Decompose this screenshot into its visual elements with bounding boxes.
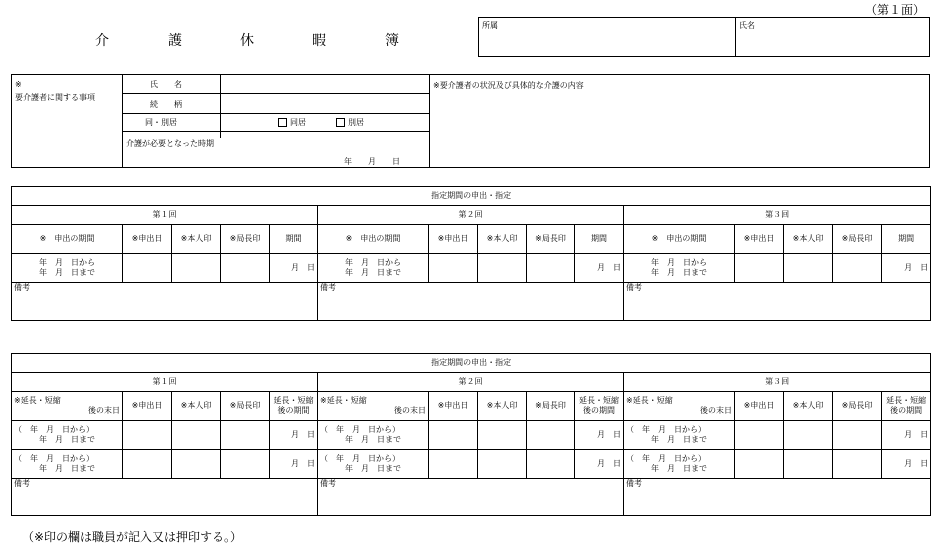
- title-char-4: 暇: [312, 33, 326, 49]
- extension-cell[interactable]: [318, 450, 429, 479]
- col-period: ※ 申出の期間: [624, 225, 735, 254]
- remarks-cell[interactable]: 備考: [624, 479, 931, 516]
- to-date: 年 月 日まで: [345, 268, 401, 277]
- extension-cell[interactable]: [318, 421, 429, 450]
- title-char-2: 護: [168, 33, 182, 49]
- remarks-cell[interactable]: 備考: [12, 283, 318, 321]
- col-period: ※ 申出の期間: [318, 225, 429, 254]
- remarks-cell[interactable]: 備考: [624, 283, 931, 321]
- col-self-seal: ※本人印: [784, 225, 833, 254]
- col-extension-line1: ※延長・短縮: [626, 396, 673, 405]
- to-date: 年 月 日まで: [651, 464, 707, 473]
- duration-cell[interactable]: 月 日: [882, 254, 931, 283]
- round-header: 第３回: [624, 206, 931, 225]
- col-chief-seal: ※局長印: [833, 225, 882, 254]
- separate-option-label: 別居: [348, 118, 364, 127]
- col-self-seal: ※本人印: [478, 392, 527, 421]
- self-seal-cell[interactable]: [784, 421, 833, 450]
- self-seal-cell[interactable]: [784, 450, 833, 479]
- from-date: （ 年 月 日から）: [320, 425, 400, 434]
- from-date: 年 月 日から: [651, 258, 707, 267]
- from-date: （ 年 月 日から）: [320, 454, 400, 463]
- affiliation-label: 所属: [482, 21, 498, 30]
- col-extension-line2: 後の末日: [88, 406, 120, 415]
- chief-seal-cell[interactable]: [221, 254, 270, 283]
- round-header: 第３回: [624, 373, 931, 392]
- self-seal-cell[interactable]: [784, 254, 833, 283]
- col-extension-end: [12, 392, 123, 421]
- col-submit-date: ※申出日: [429, 225, 478, 254]
- submit-date-cell[interactable]: [123, 450, 172, 479]
- chief-seal-cell[interactable]: [527, 450, 575, 479]
- from-date: 年 月 日から: [39, 258, 95, 267]
- care-subject-label: 要介護者に関する事項: [15, 93, 95, 102]
- from-date: 年 月 日から: [345, 258, 401, 267]
- self-seal-cell[interactable]: [478, 421, 527, 450]
- round-header: 第１回: [12, 206, 318, 225]
- to-date: 年 月 日まで: [39, 268, 95, 277]
- after-period-cell[interactable]: 月 日: [882, 421, 931, 450]
- to-date: 年 月 日まで: [651, 268, 707, 277]
- after-period-cell[interactable]: 月 日: [575, 450, 624, 479]
- remarks-cell[interactable]: 備考: [318, 479, 624, 516]
- col-duration: 期間: [575, 225, 624, 254]
- col-submit-date: ※申出日: [123, 392, 172, 421]
- round-header: 第１回: [12, 373, 318, 392]
- remarks-cell[interactable]: 備考: [12, 479, 318, 516]
- col-after-line1: 延長・短縮: [273, 396, 314, 405]
- extension-cell[interactable]: [624, 450, 735, 479]
- col-submit-date: ※申出日: [429, 392, 478, 421]
- col-after-period: [882, 392, 931, 421]
- chief-seal-cell[interactable]: [221, 450, 270, 479]
- remarks-cell[interactable]: 備考: [318, 283, 624, 321]
- col-after-line2: 後の期間: [277, 406, 310, 415]
- col-self-seal: ※本人印: [172, 225, 221, 254]
- col-extension-end: [624, 392, 735, 421]
- checkbox-icon: [278, 118, 287, 127]
- submit-date-cell[interactable]: [429, 450, 478, 479]
- chief-seal-cell[interactable]: [527, 421, 575, 450]
- self-seal-cell[interactable]: [172, 450, 221, 479]
- col-after-line1: 延長・短縮: [886, 396, 927, 405]
- care-name-input[interactable]: [221, 75, 429, 93]
- submit-date-cell[interactable]: [429, 254, 478, 283]
- to-date: 年 月 日まで: [345, 435, 401, 444]
- to-date: 年 月 日まで: [39, 435, 95, 444]
- employee-name-label: 氏名: [739, 21, 755, 30]
- after-period-cell[interactable]: 月 日: [270, 421, 318, 450]
- period-cell[interactable]: [12, 254, 123, 283]
- title-char-1: 介: [95, 33, 109, 49]
- col-period: ※ 申出の期間: [12, 225, 123, 254]
- self-seal-cell[interactable]: [478, 254, 527, 283]
- extension-cell[interactable]: [12, 450, 123, 479]
- duration-cell[interactable]: 月 日: [270, 254, 318, 283]
- checkbox-icon: [336, 118, 345, 127]
- col-extension-line2: 後の末日: [700, 406, 732, 415]
- col-extension-line2: 後の末日: [394, 406, 426, 415]
- care-subject-mark: ※: [15, 80, 22, 89]
- chief-seal-cell[interactable]: [221, 421, 270, 450]
- from-date: （ 年 月 日から）: [14, 425, 94, 434]
- col-submit-date: ※申出日: [735, 225, 784, 254]
- title-char-3: 休: [240, 33, 254, 49]
- from-date: （ 年 月 日から）: [626, 454, 706, 463]
- col-chief-seal: ※局長印: [833, 392, 882, 421]
- extension-cell[interactable]: [12, 421, 123, 450]
- col-self-seal: ※本人印: [478, 225, 527, 254]
- col-extension-end: [318, 392, 429, 421]
- col-chief-seal: ※局長印: [527, 225, 575, 254]
- col-chief-seal: ※局長印: [221, 225, 270, 254]
- round-header: 第２回: [318, 373, 624, 392]
- from-date: （ 年 月 日から）: [14, 454, 94, 463]
- col-after-line2: 後の期間: [890, 406, 923, 415]
- submit-date-cell[interactable]: [735, 450, 784, 479]
- col-chief-seal: ※局長印: [221, 392, 270, 421]
- to-date: 年 月 日まで: [651, 435, 707, 444]
- care-relation-input[interactable]: [221, 94, 429, 113]
- section-title: 指定期間の申出・指定: [12, 354, 931, 373]
- col-submit-date: ※申出日: [735, 392, 784, 421]
- care-condition-input[interactable]: [430, 92, 929, 167]
- submit-date-cell[interactable]: [429, 421, 478, 450]
- col-duration: 期間: [882, 225, 931, 254]
- submit-date-cell[interactable]: [123, 254, 172, 283]
- self-seal-cell[interactable]: [478, 450, 527, 479]
- after-period-cell[interactable]: 月 日: [882, 450, 931, 479]
- col-chief-seal: ※局長印: [527, 392, 575, 421]
- chief-seal-cell[interactable]: [833, 421, 882, 450]
- period-cell[interactable]: [624, 254, 735, 283]
- col-after-period: [575, 392, 624, 421]
- col-self-seal: ※本人印: [172, 392, 221, 421]
- col-after-period: [270, 392, 318, 421]
- col-self-seal: ※本人印: [784, 392, 833, 421]
- care-name-label: 氏 名: [150, 80, 182, 89]
- cohabit-label: 同・別居: [145, 118, 177, 127]
- after-period-cell[interactable]: 月 日: [575, 421, 624, 450]
- needed-since-date[interactable]: 年 月 日: [344, 157, 400, 166]
- col-duration: 期間: [270, 225, 318, 254]
- cohabit-option-label: 同居: [290, 118, 306, 127]
- col-after-line2: 後の期間: [583, 406, 615, 415]
- chief-seal-cell[interactable]: [527, 254, 575, 283]
- col-extension-line1: ※延長・短縮: [14, 396, 61, 405]
- needed-since-label: 介護が必要となった時期: [126, 139, 214, 148]
- designation-table-2: [11, 353, 931, 516]
- affiliation-field[interactable]: [478, 17, 736, 57]
- col-submit-date: ※申出日: [123, 225, 172, 254]
- designation-table-1: [11, 186, 931, 321]
- period-cell[interactable]: [318, 254, 429, 283]
- chief-seal-cell[interactable]: [833, 254, 882, 283]
- duration-cell[interactable]: 月 日: [575, 254, 624, 283]
- title-char-5: 簿: [385, 33, 399, 49]
- page-label: （第１面）: [864, 3, 925, 17]
- round-header: 第２回: [318, 206, 624, 225]
- separate-checkbox[interactable]: [336, 117, 364, 128]
- submit-date-cell[interactable]: [735, 421, 784, 450]
- from-date: （ 年 月 日から）: [626, 425, 706, 434]
- after-period-cell[interactable]: 月 日: [270, 450, 318, 479]
- self-seal-cell[interactable]: [172, 421, 221, 450]
- self-seal-cell[interactable]: [172, 254, 221, 283]
- to-date: 年 月 日まで: [345, 464, 401, 473]
- section-title: 指定期間の申出・指定: [12, 187, 931, 206]
- chief-seal-cell[interactable]: [833, 450, 882, 479]
- cohabit-checkbox[interactable]: [278, 117, 306, 128]
- submit-date-cell[interactable]: [735, 254, 784, 283]
- submit-date-cell[interactable]: [123, 421, 172, 450]
- care-relation-label: 続 柄: [150, 100, 182, 109]
- col-after-line1: 延長・短縮: [579, 396, 619, 405]
- to-date: 年 月 日まで: [39, 464, 95, 473]
- footnote: （※印の欄は職員が記入又は押印する。）: [22, 530, 243, 544]
- extension-cell[interactable]: [624, 421, 735, 450]
- care-condition-label: ※要介護者の状況及び具体的な介護の内容: [433, 81, 584, 90]
- employee-name-field[interactable]: [735, 17, 930, 57]
- col-extension-line1: ※延長・短縮: [320, 396, 367, 405]
